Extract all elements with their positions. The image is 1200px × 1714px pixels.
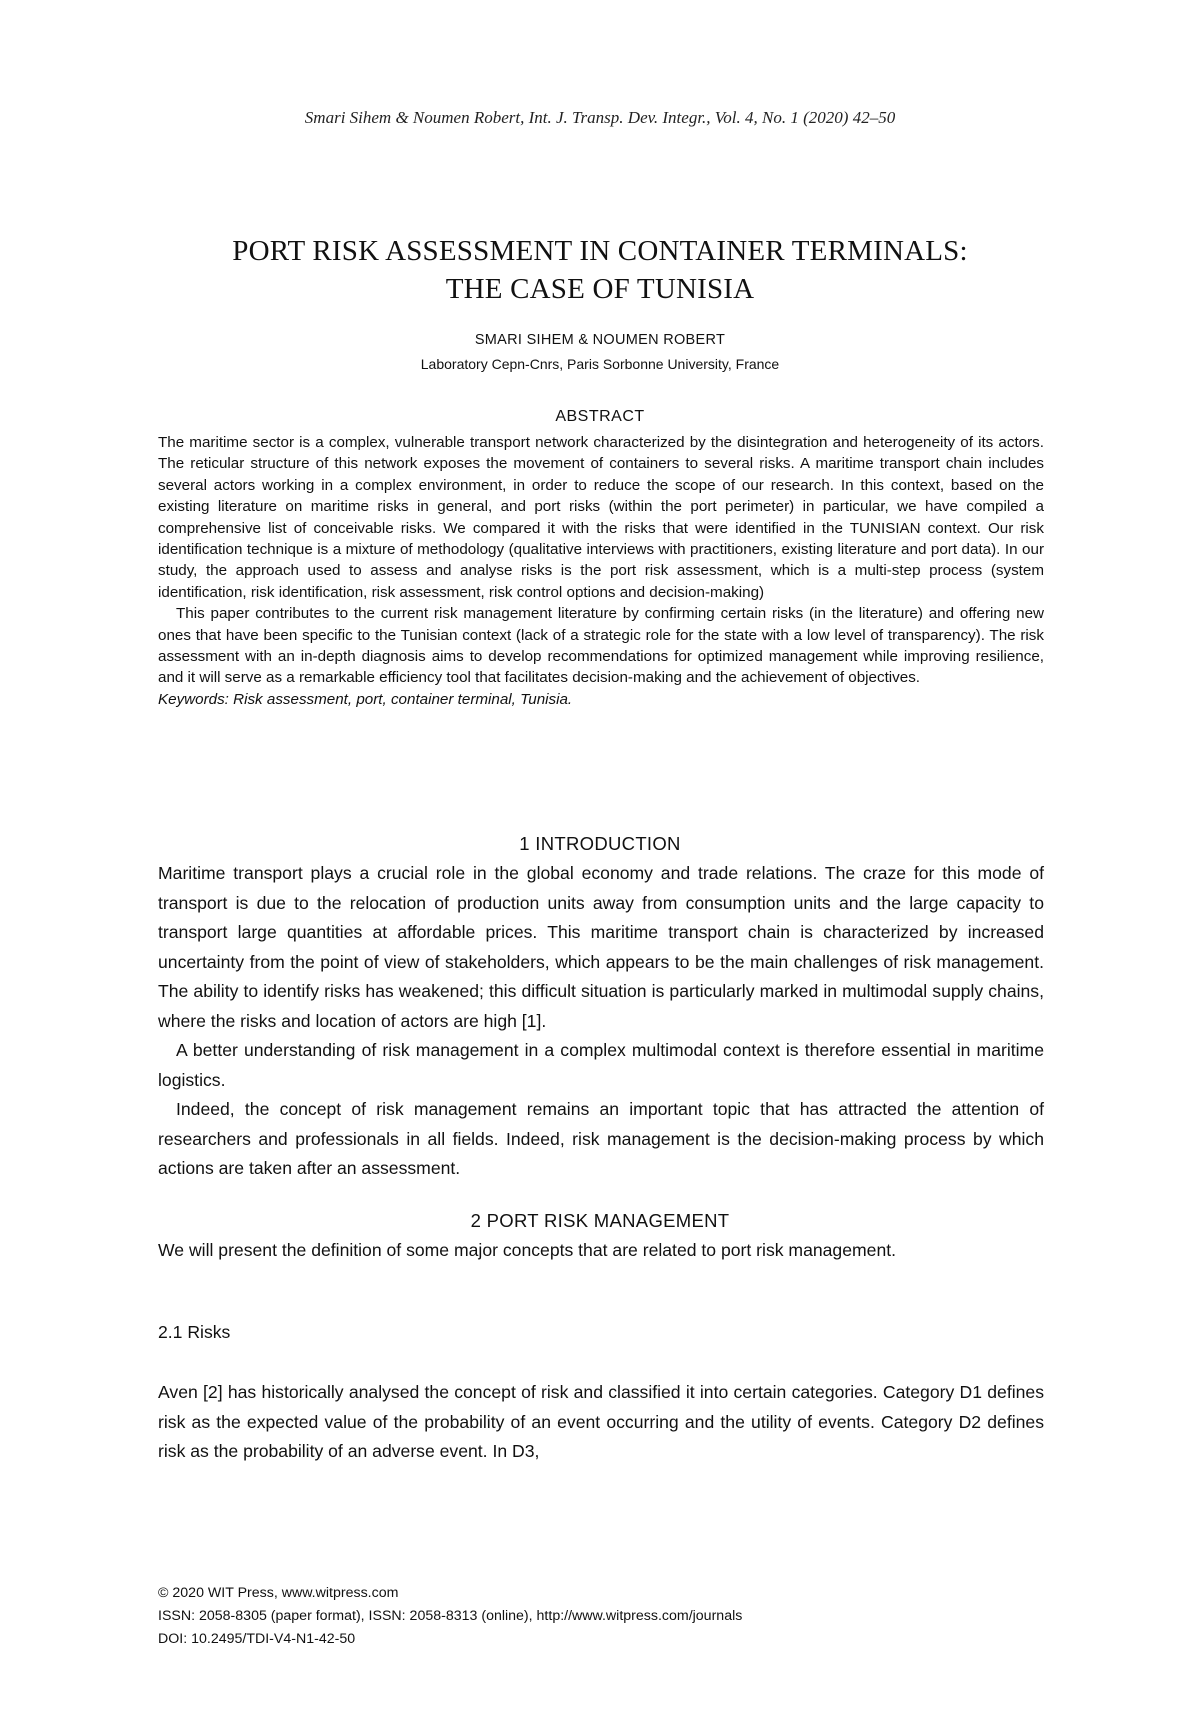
paper-title — [0, 232, 1200, 308]
footer-issn: ISSN: 2058-8305 (paper format), ISSN: 2058-8313 (online), http://www.witpress.com/journals — [158, 1608, 743, 1624]
affiliation: Laboratory Cepn-Cnrs, Paris Sorbonne University, France — [420, 356, 780, 372]
title-line-2: THE CASE OF TUNISIA — [445, 273, 755, 305]
section-2-body — [158, 1236, 1044, 1266]
abstract-paragraph-1: The maritime sector is a complex, vulnerable transport network characterized by the disintegration and heterogeneity of its actors. The reticular structure of this network exposes the movement of containers to several risks. A maritime transport chain includes several actors working in a complex environment, in order to reduce the scope of our research. In this context, based on the existing literature on maritime risks in general, and port risks (within the port perimeter) in particular, we have compiled a comprehensive list of conceivable risks. We compared it with the risks that were identified in the TUNISIAN context. Our risk identification technique is a mixture of methodology (qualitative interviews with practitioners, existing literature and port data). In our study, the approach used to assess and analyse risks is the port risk assessment, which is a multi-step process (system identification, risk identification, risk assessment, risk control options and decision-making) — [158, 434, 1044, 601]
footer-doi: DOI: 10.2495/TDI-V4-N1-42-50 — [158, 1631, 356, 1647]
section-2-heading: 2 PORT RISK MANAGEMENT — [470, 1210, 730, 1231]
title-line-1: PORT RISK ASSESSMENT IN CONTAINER TERMINALS: — [232, 235, 968, 267]
subsection-2-1-body — [158, 1378, 1044, 1467]
running-head: Smari Sihem & Noumen Robert, Int. J. Transp. Dev. Integr., Vol. 4, No. 1 (2020) 42–50 — [304, 108, 896, 127]
section-1-heading: 1 INTRODUCTION — [519, 833, 681, 854]
subsection-2-1-paragraph: Aven [2] has historically analysed the concept of risk and classified it into certain categories. Category D1 defines risk as the expected value of the probability of an event occurring and the utility of events. Category D2 defines risk as the probability of an adverse event. In D3, — [158, 1382, 1044, 1461]
keywords: Keywords: Risk assessment, port, container terminal, Tunisia. — [158, 690, 573, 708]
abstract-heading: ABSTRACT — [555, 408, 645, 425]
intro-paragraph-3: Indeed, the concept of risk management remains an important topic that has attracted the attention of researchers and professionals in all fields. Indeed, risk management is the decision-making process by which actions are taken after an assessment. — [158, 1099, 1044, 1178]
subsection-2-1-heading: 2.1 Risks — [158, 1322, 231, 1342]
section-2-paragraph: We will present the definition of some major concepts that are related to port risk management. — [158, 1240, 897, 1260]
intro-paragraph-2: A better understanding of risk management in a complex multimodal context is therefore essential in maritime logistics. — [158, 1040, 1044, 1090]
intro-paragraph-1: Maritime transport plays a crucial role in the global economy and trade relations. The craze for this mode of transport is due to the relocation of production units away from consumption units and the large capacity to transport large quantities at affordable prices. This maritime transport chain is characterized by increased uncertainty from the point of view of stakeholders, which appears to be the main challenges of risk management. The ability to identify risks has weakened; this difficult situation is particularly marked in multimodal supply chains, where the risks and location of actors are high [1]. — [158, 863, 1044, 1031]
abstract-body — [158, 432, 1044, 710]
authors: SMARI SIHEM & NOUMEN ROBERT — [474, 332, 726, 348]
abstract-paragraph-2: This paper contributes to the current risk management literature by confirming certain risks (in the literature) and offering new ones that have been specific to the Tunisian context (lack of a strategic role for the state with a low level of transparency). The risk assessment with an in-depth diagnosis aims to develop recommendations for optimized management while improving resilience, and it will serve as a remarkable efficiency tool that facilitates decision-making and the achievement of objectives. — [158, 605, 1044, 687]
footer-copyright: © 2020 WIT Press, www.witpress.com — [158, 1585, 399, 1601]
section-1-body — [158, 859, 1044, 1184]
page-footer — [158, 1582, 1044, 1651]
